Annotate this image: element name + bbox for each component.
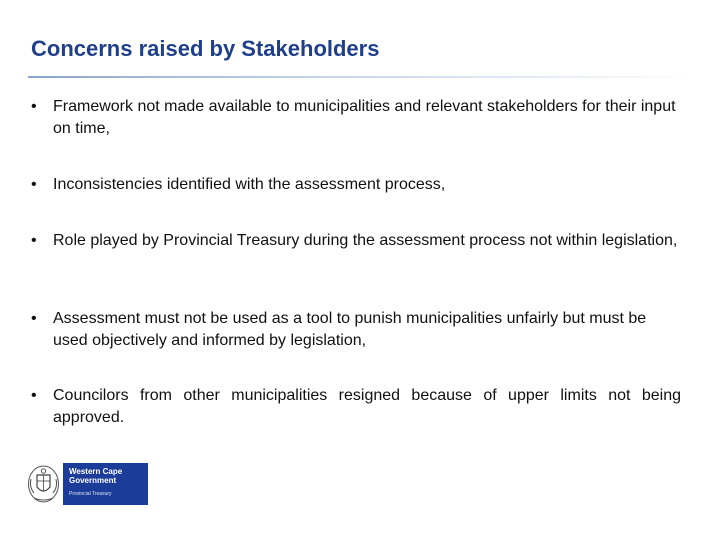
bullet-text: Framework not made available to municipalities and relevant stakeholders for their input on time, bbox=[53, 98, 676, 137]
bullet-item bbox=[31, 174, 681, 196]
western-cape-government-logo bbox=[25, 463, 148, 505]
bullet-item bbox=[31, 385, 681, 429]
bullet-item bbox=[31, 308, 681, 352]
bullet-dot: • bbox=[31, 98, 37, 115]
logo-line-2: Government bbox=[69, 476, 117, 485]
bullet-text: Councilors from other municipalities resigned because of upper limits not being approved. bbox=[53, 387, 681, 426]
bullet-text: Assessment must not be used as a tool to punish municipalities unfairly but must be used objectively and informed by legislation, bbox=[53, 310, 647, 349]
coat-of-arms-icon bbox=[25, 463, 62, 505]
bullet-dot: • bbox=[31, 310, 37, 327]
bullet-item bbox=[31, 230, 681, 252]
bullet-dot: • bbox=[31, 387, 37, 404]
bullet-text: Role played by Provincial Treasury during the assessment process not within legislation, bbox=[53, 232, 678, 249]
bullet-dot: • bbox=[31, 232, 37, 249]
logo-line-1: Western Cape bbox=[69, 467, 123, 476]
logo-line-3: Provincial Treasury bbox=[69, 491, 112, 497]
page-title: Concerns raised by Stakeholders bbox=[31, 36, 380, 61]
title-divider bbox=[28, 76, 692, 78]
bullet-item bbox=[31, 96, 681, 140]
logo-wordmark-box bbox=[63, 463, 148, 505]
bullet-text: Inconsistencies identified with the assessment process, bbox=[53, 176, 446, 193]
bullet-dot: • bbox=[31, 176, 37, 193]
